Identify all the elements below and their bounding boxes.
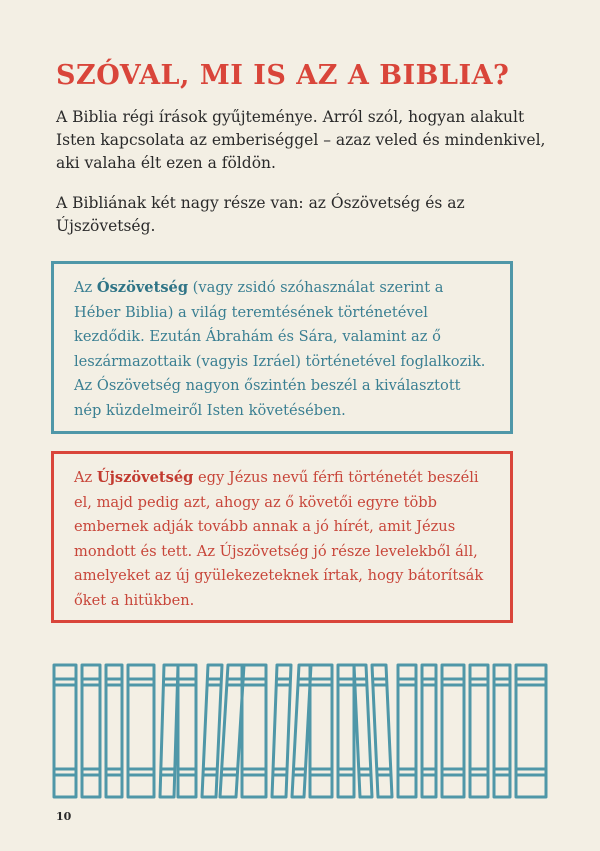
- old-testament-prefix: Az: [74, 279, 97, 296]
- new-testament-box: [51, 451, 513, 623]
- page-number: 10: [56, 810, 72, 823]
- intro-paragraph-2: A Bibliának két nagy része van: az Ószövetség és az Újszövetség.: [56, 194, 465, 235]
- old-testament-box: [51, 261, 513, 434]
- new-testament-text: egy Jézus nevű férfi történetét beszéli el, majd pedig azt, ahogy az ő követői egyre több embernek adják tovább annak a jó hírét, amit Jézus mondott és tett. Az Újszövetség jó része levelekből áll, amelyeket az új gyülekezeteknek írtak, hogy bátorítsák őket a hitükben.: [74, 469, 484, 609]
- bookshelf-illustration: [52, 657, 549, 800]
- intro-paragraph-1: A Biblia régi írások gyűjteménye. Arról szól, hogyan alakult Isten kapcsolata az emberiséggel – azaz veled és mindenkivel, aki valaha élt ezen a földön.: [56, 108, 546, 172]
- page-title: SZÓVAL, MI IS AZ A BIBLIA?: [56, 60, 510, 91]
- old-testament-text: (vagy zsidó szóhasználat szerint a Héber Biblia) a világ teremtésének történetével kezdődik. Ezután Ábrahám és Sára, valamint az ő leszármazottaik (vagyis Izráel) történetével foglalkozik. Az Ószövetség nagyon őszintén beszél a kiválasztott nép küzdelmeiről Isten követésében.: [74, 279, 486, 419]
- new-testament-prefix: Az: [74, 469, 97, 486]
- new-testament-term: Újszövetség: [96, 469, 194, 486]
- old-testament-term: Ószövetség: [96, 279, 189, 296]
